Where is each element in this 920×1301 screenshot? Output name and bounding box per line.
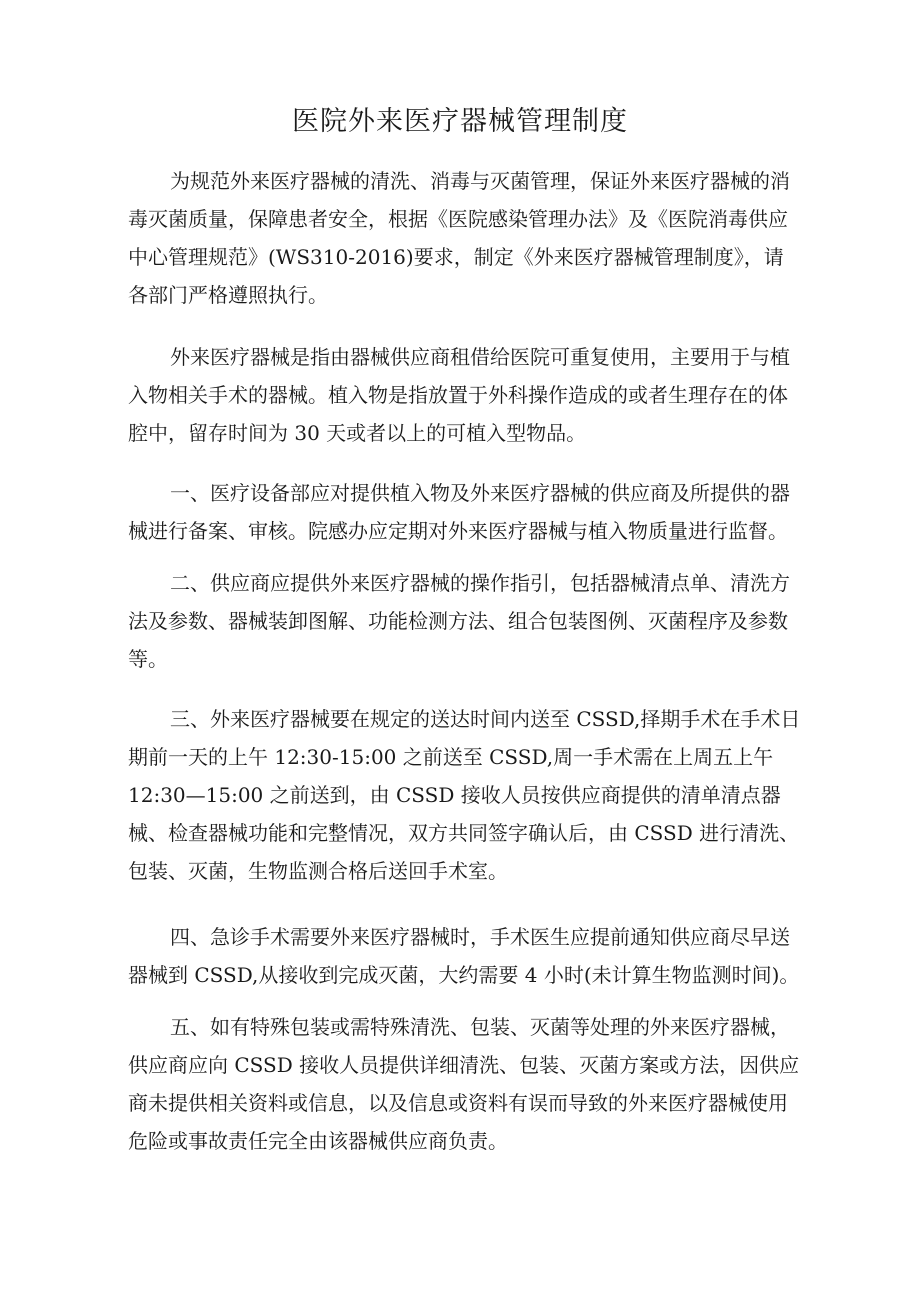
paragraph-item-1 [128, 474, 800, 550]
paragraph-line: 中心管理规范》(WS310-2016)要求，制定《外来医疗器械管理制度》，请 [128, 245, 784, 269]
paragraph-line: 入物相关手术的器械。植入物是指放置于外科操作造成的或者生理存在的体 [128, 383, 788, 407]
paragraph-item-2 [128, 564, 800, 678]
paragraph-line: 等。 [128, 647, 168, 671]
paragraph-line: 商未提供相关资料或信息，以及信息或资料有误而导致的外来医疗器械使用 [128, 1091, 788, 1115]
paragraph-line: 三、外来医疗器械要在规定的送达时间内送至 CSSD,择期手术在手术日 [170, 707, 801, 731]
paragraph-definition [128, 338, 800, 452]
paragraph-line: 为规范外来医疗器械的清洗、消毒与灭菌管理，保证外来医疗器械的消 [170, 169, 790, 193]
paragraph-line: 一、医疗设备部应对提供植入物及外来医疗器械的供应商及所提供的器 [170, 481, 790, 505]
paragraph-item-5 [128, 1008, 800, 1160]
paragraph-line: 毒灭菌质量，保障患者安全，根据《医院感染管理办法》及《医院消毒供应 [128, 207, 788, 231]
paragraph-line: 腔中，留存时间为 30 天或者以上的可植入型物品。 [128, 421, 587, 445]
paragraph-line: 器械到 CSSD,从接收到完成灭菌，大约需要 4 小时(未计算生物监测时间)。 [128, 963, 800, 987]
paragraph-line: 二、供应商应提供外来医疗器械的操作指引，包括器械清点单、清洗方 [170, 571, 790, 595]
paragraph-line: 械进行备案、审核。院感办应定期对外来医疗器械与植入物质量进行监督。 [128, 519, 788, 543]
paragraph-line: 械、检查器械功能和完整情况，双方共同签字确认后，由 CSSD 进行清洗、 [128, 821, 800, 845]
paragraph-line: 法及参数、器械装卸图解、功能检测方法、组合包装图例、灭菌程序及参数 [128, 609, 788, 633]
paragraph-intro [128, 162, 800, 314]
paragraph-item-3 [128, 700, 800, 890]
paragraph-line: 期前一天的上午 12:30-15:00 之前送至 CSSD,周一手术需在上周五上午 [128, 745, 774, 769]
paragraph-line: 包装、灭菌，生物监测合格后送回手术室。 [128, 859, 508, 883]
paragraph-line: 危险或事故责任完全由该器械供应商负责。 [128, 1129, 508, 1153]
paragraph-line: 四、急诊手术需要外来医疗器械时，手术医生应提前通知供应商尽早送 [170, 925, 790, 949]
paragraph-item-4 [128, 918, 800, 994]
paragraph-line: 各部门严格遵照执行。 [128, 283, 328, 307]
paragraph-line: 外来医疗器械是指由器械供应商租借给医院可重复使用，主要用于与植 [170, 345, 790, 369]
paragraph-line: 供应商应向 CSSD 接收人员提供详细清洗、包装、灭菌方案或方法，因供应 [128, 1053, 800, 1077]
paragraph-line: 12:30—15:00 之前送到，由 CSSD 接收人员按供应商提供的清单清点器 [128, 783, 781, 807]
paragraph-line: 五、如有特殊包装或需特殊清洗、包装、灭菌等处理的外来医疗器械， [170, 1015, 790, 1039]
document-title: 医院外来医疗器械管理制度 [292, 106, 628, 137]
